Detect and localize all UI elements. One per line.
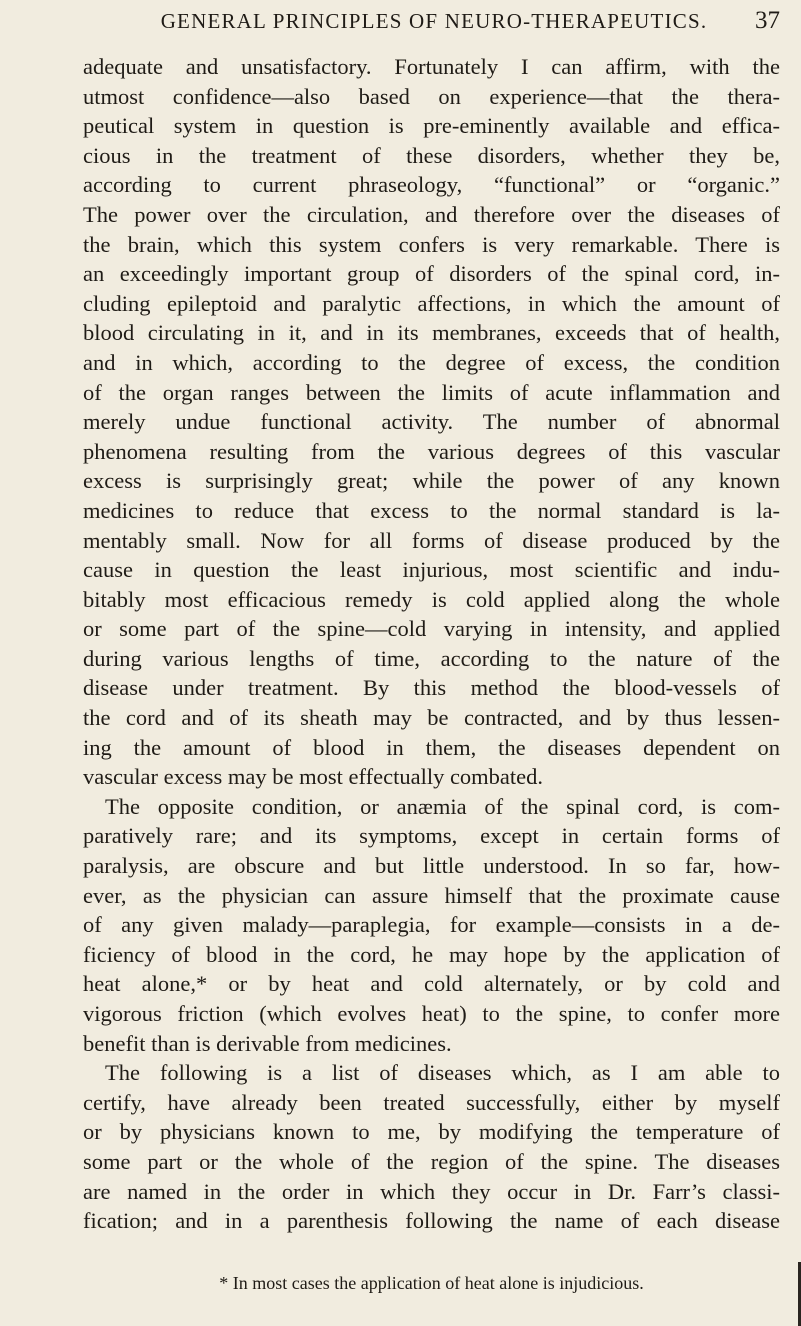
text-line: the cord and of its sheath may be contracted, and by thus lessen- (83, 705, 780, 731)
text-line: heat alone,* or by heat and cold alternately, or by cold and (83, 971, 780, 997)
text-line: of any given malady—paraplegia, for example—consists in a de- (83, 912, 780, 938)
text-line: adequate and unsatisfactory. Fortunately I can affirm, with the (83, 54, 780, 79)
text-line: The power over the circulation, and therefore over the diseases of (83, 201, 780, 227)
text-line: cause in question the least injurious, most scientific and indu- (83, 557, 780, 583)
text-line: fication; and in a parenthesis following the name of each disease (83, 1208, 780, 1234)
text-line: utmost confidence—also based on experience—that the thera- (83, 83, 780, 109)
text-line: some part or the whole of the region of the spine. The diseases (83, 1148, 780, 1174)
paragraph-end-line: vascular excess may be most effectually combated. (83, 764, 544, 790)
text-line: cluding epileptoid and paralytic affections, in which the amount of (83, 290, 780, 316)
text-line: an exceedingly important group of disorders of the spinal cord, in- (83, 261, 780, 287)
text-line: vigorous friction (which evolves heat) to the spine, to confer more (83, 1001, 780, 1026)
text-line: cious in the treatment of these disorders, whether they be, (83, 142, 780, 168)
text-line: mentably small. Now for all forms of disease produced by the (83, 527, 780, 553)
text-line: certify, have already been treated successfully, either by myself (83, 1089, 780, 1115)
text-line: or by physicians known to me, by modifying the temperature of (83, 1119, 780, 1145)
text-line: excess is surprisingly great; while the power of any known (83, 468, 780, 494)
text-line: are named in the order in which they occur in Dr. Farr’s classi- (83, 1178, 780, 1204)
footnote: * In most cases the application of heat alone is injudicious. (219, 1273, 644, 1293)
page-number: 37 (755, 7, 780, 34)
text-line: paratively rare; and its symptoms, except in certain forms of (83, 823, 780, 849)
paragraph-start-line: The following is a list of diseases which, as I am able to (105, 1060, 780, 1086)
text-line: peutical system in question is pre-eminently available and effica- (83, 113, 780, 139)
text-line: ever, as the physician can assure himself that the proximate cause (83, 882, 780, 908)
text-line: the brain, which this system confers is very remarkable. There is (83, 231, 780, 257)
text-line: or some part of the spine—cold varying in intensity, and applied (83, 616, 780, 642)
text-line: of the organ ranges between the limits of acute inflammation and (83, 379, 780, 405)
paragraph-end-line: benefit than is derivable from medicines. (83, 1030, 452, 1056)
text-line: bitably most efficacious remedy is cold applied along the whole (83, 586, 780, 612)
body-text (83, 52, 780, 1236)
text-line: ficiency of blood in the cord, he may hope by the application of (83, 941, 780, 967)
paragraph-start-line: The opposite condition, or anæmia of the spinal cord, is com- (105, 793, 780, 819)
text-line: blood circulating in it, and in its membranes, exceeds that of health, (83, 320, 780, 346)
text-line: during various lengths of time, according to the nature of the (83, 645, 780, 671)
text-line: and in which, according to the degree of excess, the condition (83, 349, 780, 375)
text-line: according to current phraseology, “functional” or “organic.” (83, 172, 780, 198)
running-head: GENERAL PRINCIPLES OF NEURO-THERAPEUTICS. (160, 9, 708, 33)
text-line: disease under treatment. By this method the blood-vessels of (83, 675, 780, 701)
text-line: merely undue functional activity. The number of abnormal (83, 409, 780, 435)
text-line: phenomena resulting from the various degrees of this vascular (83, 438, 780, 464)
page-header (88, 6, 780, 38)
text-line: medicines to reduce that excess to the normal standard is la- (83, 497, 780, 523)
text-line: ing the amount of blood in them, the diseases dependent on (83, 734, 780, 760)
text-line: paralysis, are obscure and but little understood. In so far, how- (83, 853, 780, 879)
